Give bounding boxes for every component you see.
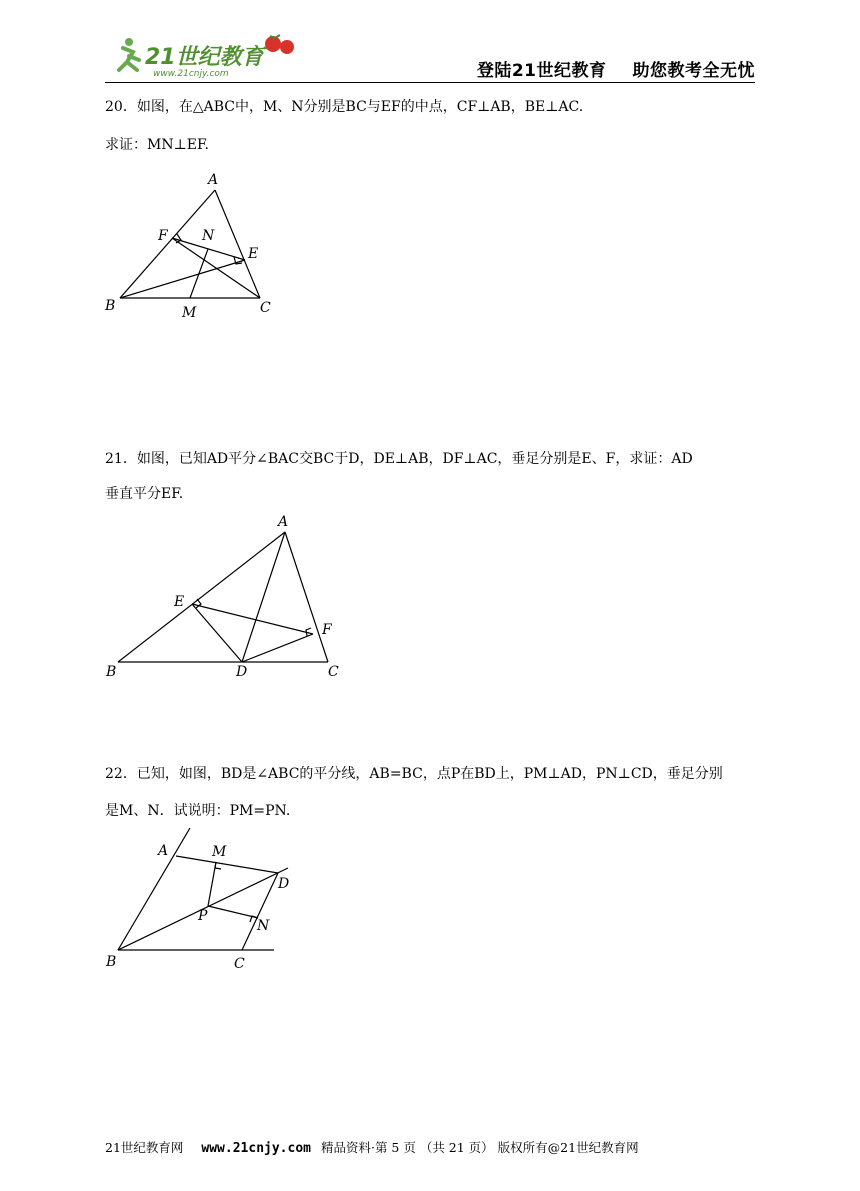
label-A: A — [278, 514, 289, 530]
label-F: F — [158, 228, 168, 244]
label-A: A — [208, 172, 219, 188]
figure-problem-20 — [100, 170, 280, 320]
label-C: C — [234, 956, 245, 972]
figure-problem-22 — [100, 828, 300, 973]
problem-20-goal: 求证：MN⊥EF. — [105, 137, 209, 153]
label-D: D — [278, 876, 290, 892]
figure-problem-21 — [100, 512, 350, 682]
slogan-left: 登陆21世纪教育 — [476, 61, 607, 81]
problem-22-statement: 22．已知，如图，BD是∠ABC的平分线，AB=BC，点P在BD上，PM⊥AD，PN⊥CD，垂足分别 — [105, 766, 723, 782]
footer-left: 21世纪教育网 — [105, 1140, 184, 1155]
footer-website-link[interactable]: www.21cnjy.com — [201, 1141, 311, 1156]
label-C: C — [260, 300, 271, 316]
problem-22-goal: 是M、N．试说明：PM=PN. — [105, 803, 291, 819]
21cnjy-logo — [105, 30, 305, 80]
label-E: E — [174, 594, 185, 610]
label-C: C — [328, 664, 339, 680]
problem-21-statement: 21．如图，已知AD平分∠BAC交BC于D，DE⊥AB，DF⊥AC，垂足分别是E、F，求证：AD — [105, 451, 693, 467]
label-D: D — [236, 664, 248, 680]
label-N: N — [202, 228, 215, 244]
page-footer — [105, 1138, 755, 1156]
label-B: B — [105, 298, 116, 314]
header-slogan — [451, 56, 755, 81]
logo-url-text: www.21cnjy.com — [153, 69, 229, 79]
label-N: N — [257, 918, 270, 934]
label-B: B — [106, 664, 117, 680]
label-E: E — [248, 246, 259, 262]
label-B: B — [106, 954, 117, 970]
label-M: M — [182, 305, 197, 320]
label-A: A — [158, 843, 169, 859]
label-F: F — [322, 622, 332, 638]
page-header — [105, 30, 755, 82]
label-P: P — [198, 908, 208, 924]
problem-21-goal: 垂直平分EF. — [105, 486, 184, 502]
logo-text: 21世纪教育 — [145, 45, 264, 70]
footer-right: 精品资料·第 5 页 （共 21 页） 版权所有@21世纪教育网 — [320, 1140, 639, 1155]
header-rule — [105, 82, 755, 83]
label-M: M — [212, 844, 227, 860]
problem-20-statement: 20．如图，在△ABC中，M、N分别是BC与EF的中点，CF⊥AB，BE⊥AC. — [105, 99, 584, 115]
slogan-right: 助您教考全无忧 — [632, 61, 755, 81]
